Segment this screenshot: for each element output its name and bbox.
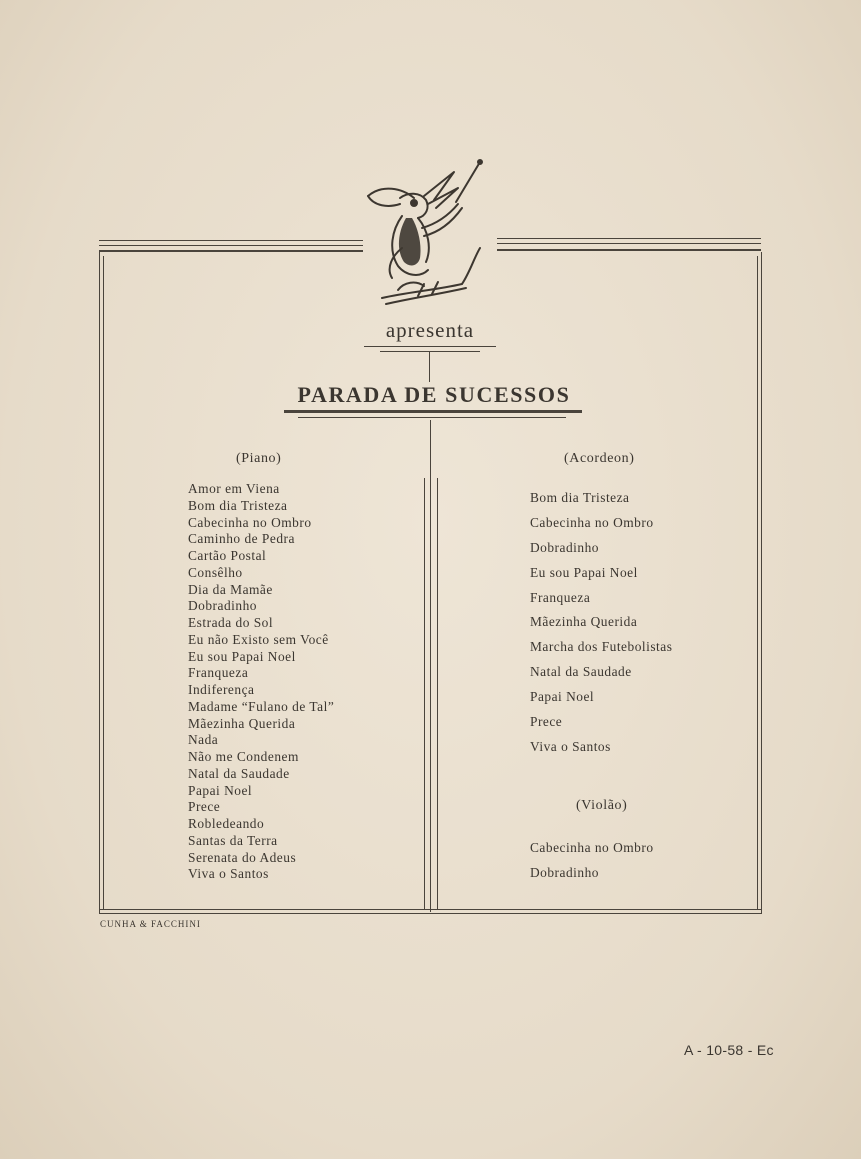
list-item: Franqueza xyxy=(188,665,249,681)
title-underline-thin xyxy=(298,417,566,418)
list-item: Dobradinho xyxy=(188,598,257,614)
list-item: Indiferença xyxy=(188,682,255,697)
list-item: Dobradinho xyxy=(530,864,599,880)
center-divider-3 xyxy=(437,478,438,910)
list-item: Cabecinha no Ombro xyxy=(530,514,654,530)
list-item: Não me Condenem xyxy=(188,749,299,764)
list-item: Papai Noel xyxy=(530,689,595,705)
list-item: Amor em Viena xyxy=(188,481,280,496)
list-item: Natal da Saudade xyxy=(188,765,290,781)
list-item: Bom dia Tristeza xyxy=(188,497,288,513)
list-item: Prece xyxy=(530,714,563,730)
list-item: Mãezinha Querida xyxy=(530,614,638,630)
top-rule-left-1 xyxy=(99,240,363,241)
frame-left-outer xyxy=(99,252,100,914)
list-item: Madame “Fulano de Tal” xyxy=(188,698,335,714)
guitar-heading: (Violão) xyxy=(576,798,628,813)
presents-connector xyxy=(429,352,430,382)
list-item: Consêlho xyxy=(188,564,243,580)
list-item: Eu sou Papai Noel xyxy=(188,648,296,664)
list-item: Nada xyxy=(188,732,219,748)
top-rule-right-3 xyxy=(497,249,761,251)
list-item: Dia da Mamãe xyxy=(188,581,273,597)
accordion-song-list xyxy=(530,486,672,760)
frame-left-inner xyxy=(103,256,104,910)
list-item: Viva o Santos xyxy=(188,866,269,882)
list-item: Dobradinho xyxy=(530,539,599,555)
title-underline-thick xyxy=(284,410,582,413)
list-item: Papai Noel xyxy=(188,782,253,798)
list-item: Serenata do Adeus xyxy=(188,849,297,865)
list-item: Eu sou Papai Noel xyxy=(530,564,638,580)
top-rule-left-3 xyxy=(99,250,363,252)
presents-underline-thin xyxy=(380,351,480,352)
presents-label: apresenta xyxy=(385,318,475,342)
catalog-code: A - 10-58 - Ec xyxy=(684,1042,774,1058)
top-rule-right-1 xyxy=(497,238,761,239)
list-item: Franqueza xyxy=(530,589,591,605)
list-item: Bom dia Tristeza xyxy=(530,490,630,505)
bottom-rule-2 xyxy=(99,913,762,914)
list-item: Cabecinha no Ombro xyxy=(530,840,654,855)
page-title: PARADA DE SUCESSOS xyxy=(297,382,571,407)
center-divider-1 xyxy=(424,478,425,910)
list-item: Eu não Existo sem Você xyxy=(188,631,329,647)
list-item: Viva o Santos xyxy=(530,738,611,754)
top-rule-right-2 xyxy=(497,243,761,244)
list-item: Santas da Terra xyxy=(188,832,278,848)
center-divider-2 xyxy=(430,420,431,912)
list-item: Estrada do Sol xyxy=(188,615,274,630)
list-item: Cabecinha no Ombro xyxy=(188,514,312,530)
accordion-heading: (Acordeon) xyxy=(564,451,635,466)
frame-right-inner xyxy=(757,256,758,910)
piano-heading: (Piano) xyxy=(236,451,282,466)
list-item: Natal da Saudade xyxy=(530,664,632,680)
frame-right-outer xyxy=(761,252,762,914)
presents-underline xyxy=(364,346,496,347)
list-item: Prece xyxy=(188,799,221,815)
publisher-credit: CUNHA & FACCHINI xyxy=(100,919,201,929)
list-item: Robledeando xyxy=(188,816,265,831)
woodpecker-conductor-icon xyxy=(362,158,486,306)
list-item: Mãezinha Querida xyxy=(188,715,296,731)
list-item: Caminho de Pedra xyxy=(188,531,295,547)
list-item: Marcha dos Futebolistas xyxy=(530,639,673,655)
top-rule-left-2 xyxy=(99,245,363,246)
guitar-song-list xyxy=(530,836,654,885)
list-item: Cartão Postal xyxy=(188,548,267,563)
piano-song-list xyxy=(188,481,334,883)
